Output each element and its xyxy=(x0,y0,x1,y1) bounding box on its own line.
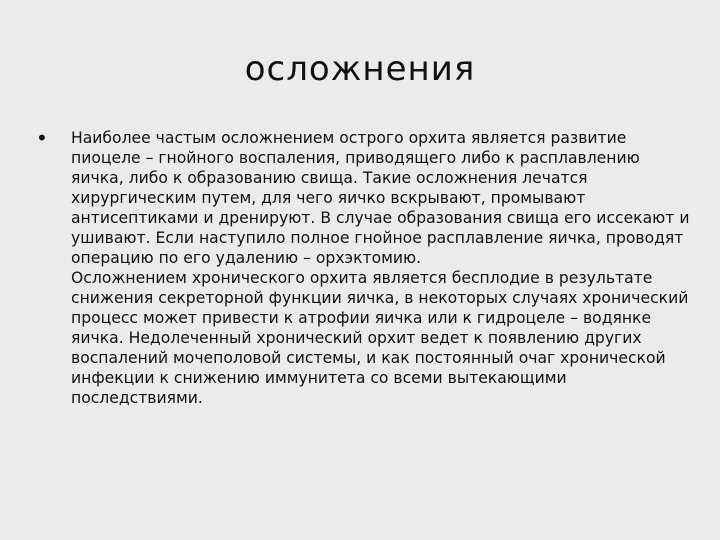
bullet-list xyxy=(36,128,696,408)
slide-title: осложнения xyxy=(244,49,476,89)
bullet-item xyxy=(36,128,696,408)
paragraph-chronic-complications: Осложнением хронического орхита является бесплодие в результате снижения секреторной функции яичка, в некоторых случаях хронический процесс может привести к атрофии яичка или к гидроцеле – водянке яичка. Недолеченный хронический орхит ведет к появлению других воспалений мочеполовой системы, и как постоянный очаг хронической инфекции к снижению иммунитета со всеми вытекающими последствиями. xyxy=(71,269,689,407)
paragraph-acute-complications: Наиболее частым осложнением острого орхита является развитие пиоцеле – гнойного воспаления, приводящего либо к расплавлению яичка, либо к образованию свища. Такие осложнения лечатся хирургическим путем, для чего яичко вскрывают, промывают антисептиками и дренируют. В случае образования свища его иссекают и ушивают. Если наступило полное гнойное расплавление яичка, проводят операцию по его удалению – орхэктомию. xyxy=(71,129,690,267)
bullet-marker: • xyxy=(36,126,48,150)
